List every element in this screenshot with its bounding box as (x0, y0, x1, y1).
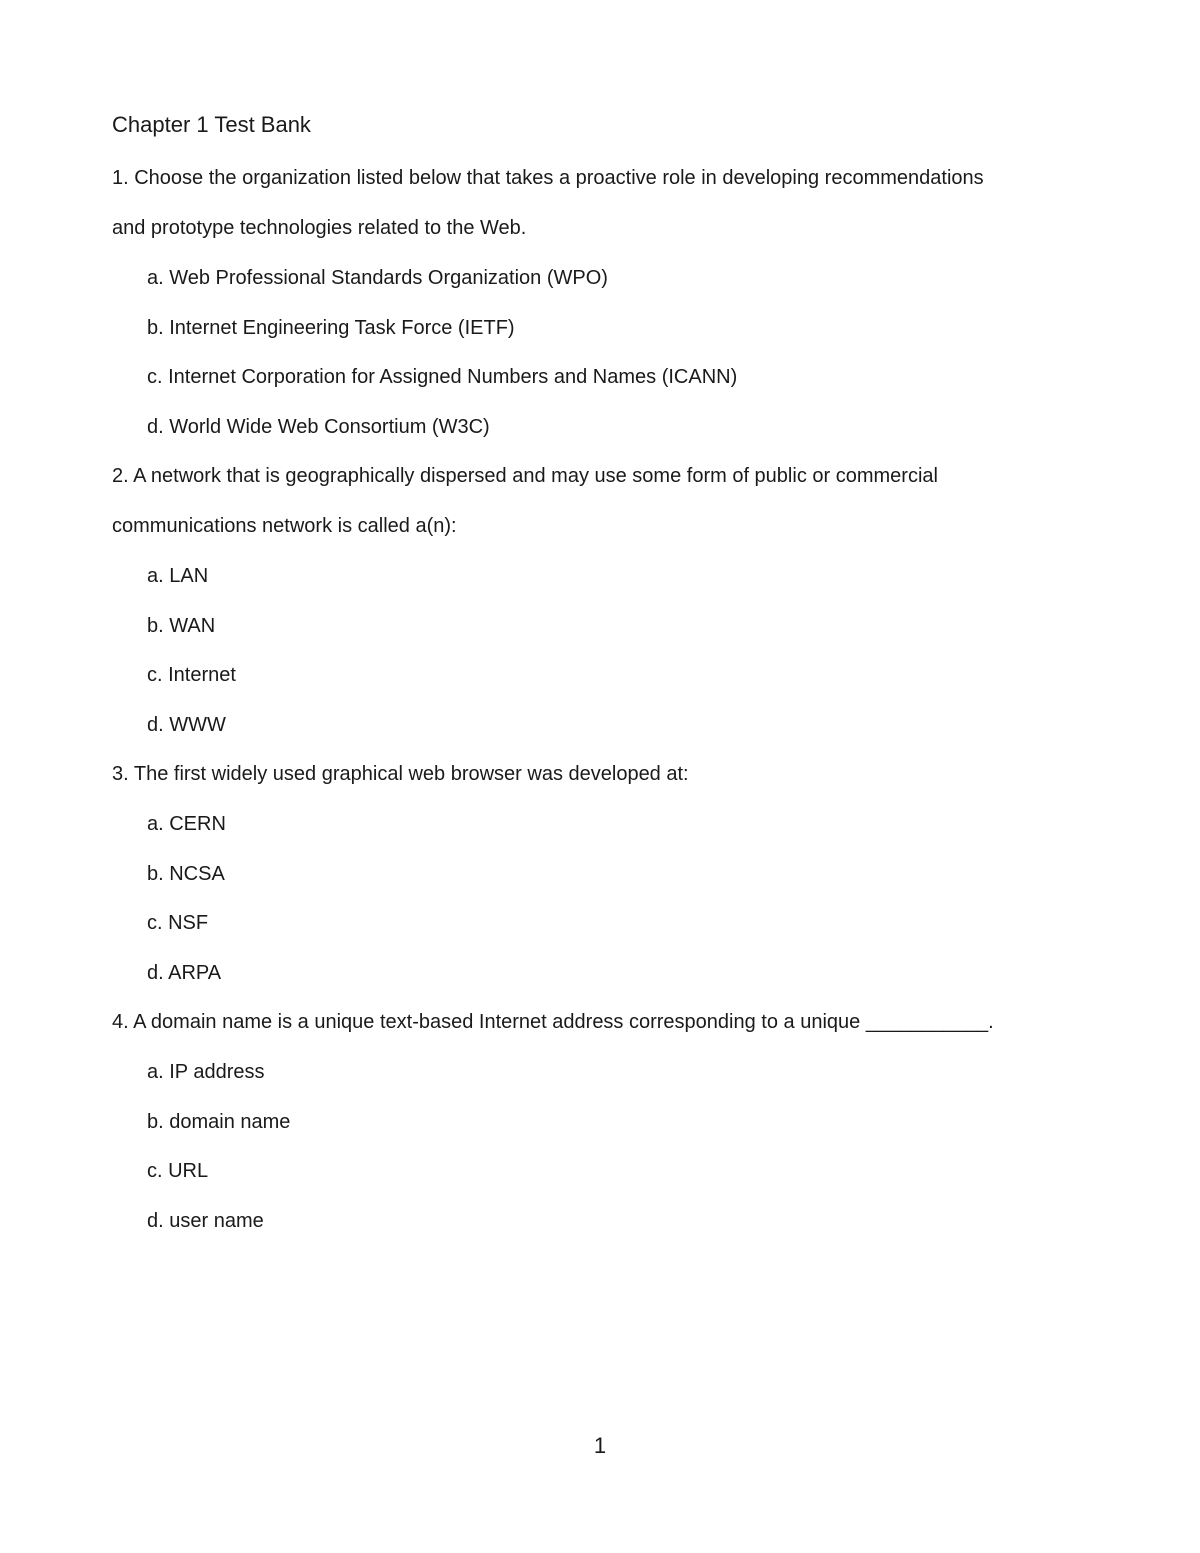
question-3-option-d: d. ARPA (147, 961, 222, 984)
page-number: 1 (593, 1433, 607, 1458)
question-1-text-line-1: 1. Choose the organization listed below that takes a proactive role in developing recommendations (112, 167, 984, 189)
document-title: Chapter 1 Test Bank (112, 112, 311, 137)
question-3-option-a: a. CERN (147, 813, 226, 835)
question-2-option-b: b. WAN (147, 614, 216, 637)
question-1-text-line-2: and prototype technologies related to the Web. (112, 217, 527, 239)
question-2-option-c: c. Internet (147, 664, 236, 686)
question-2-text-line-1: 2. A network that is geographically dispersed and may use some form of public or commercial (112, 465, 938, 487)
question-1-option-b: b. Internet Engineering Task Force (IETF) (147, 316, 515, 339)
question-4-text-line-1: 4. A domain name is a unique text-based Internet address corresponding to a unique ___________. (112, 1011, 994, 1033)
question-2-text-line-2: communications network is called a(n): (112, 515, 457, 537)
question-4-option-a: a. IP address (147, 1061, 265, 1083)
question-2 (112, 451, 1072, 749)
question-3-option-b: b. NCSA (147, 862, 225, 885)
question-1 (112, 153, 1072, 451)
question-1-option-c: c. Internet Corporation for Assigned Numbers and Names (ICANN) (147, 366, 738, 388)
question-3-text-line-1: 3. The first widely used graphical web browser was developed at: (112, 763, 689, 785)
question-4-option-b: b. domain name (147, 1110, 291, 1133)
question-2-option-a: a. LAN (147, 565, 209, 587)
question-4-option-d: d. user name (147, 1209, 264, 1232)
question-4 (112, 997, 1072, 1245)
question-2-option-d: d. WWW (147, 713, 226, 736)
question-3-option-c: c. NSF (147, 912, 209, 934)
question-1-option-a: a. Web Professional Standards Organization (WPO) (147, 267, 608, 289)
question-1-option-d: d. World Wide Web Consortium (W3C) (147, 415, 490, 438)
question-4-option-c: c. URL (147, 1160, 209, 1182)
question-3 (112, 749, 1072, 997)
